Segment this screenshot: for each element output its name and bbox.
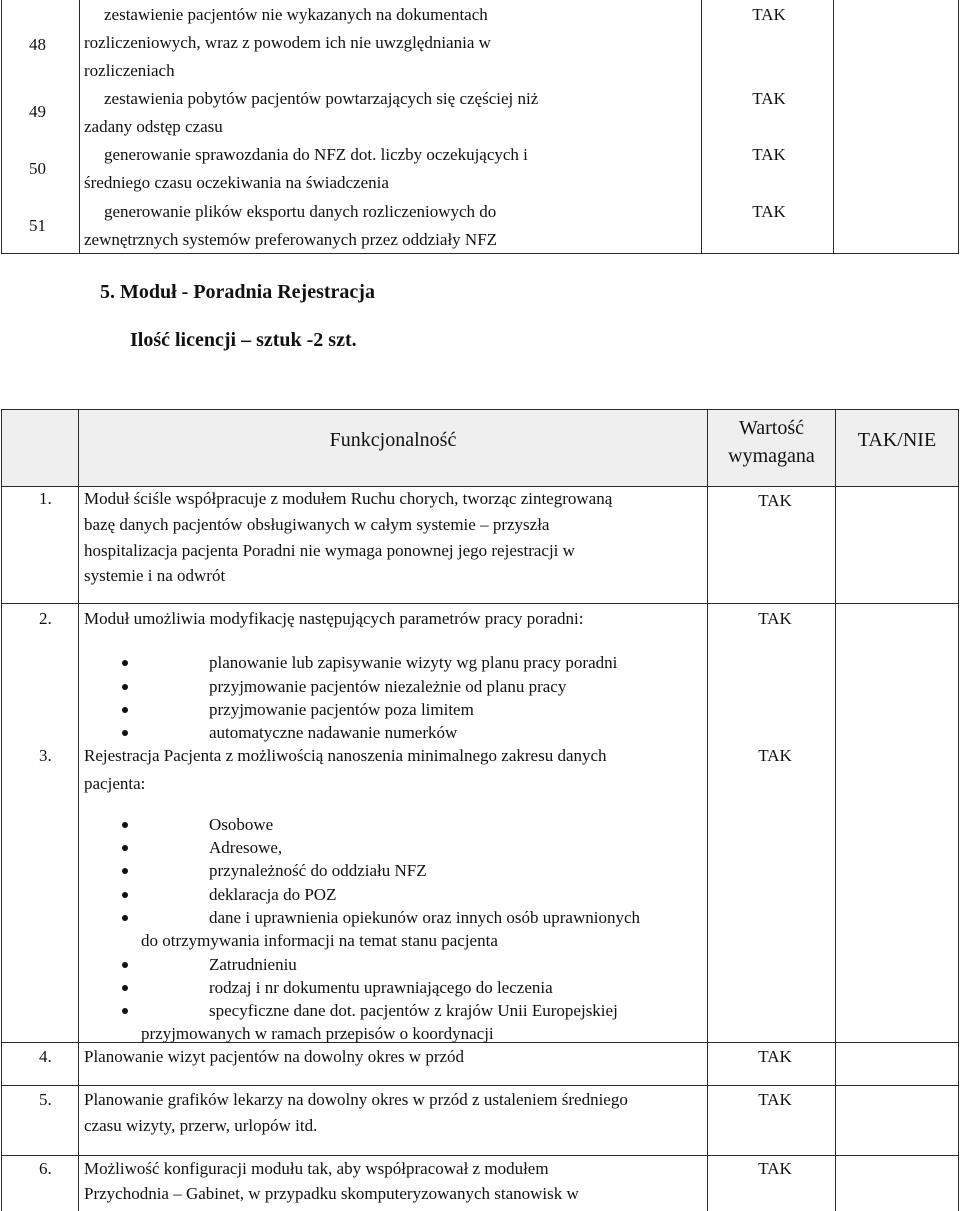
bullet-icon (122, 962, 128, 968)
row-value: TAK (752, 89, 786, 108)
row-text: Przychodnia – Gabinet, w przypadku skomputeryzowanych stanowisk w (84, 1184, 579, 1203)
row-text: Planowanie wizyt pacjentów na dowolny okres w przód (84, 1047, 465, 1066)
row-text: Moduł umożliwia modyfikację następujących parametrów pracy poradni: (84, 609, 584, 628)
row-text: średniego czasu oczekiwania na świadczenia (84, 173, 389, 192)
row-number: 50 (29, 159, 46, 178)
row-number: 4. (39, 1047, 52, 1066)
row-text: zestawienia pobytów pacjentów powtarzających się częściej niż (104, 89, 539, 108)
header-required-value: Wartość (738, 417, 805, 439)
row-text: Rejestracja Pacjenta z możliwością nanoszenia minimalnego zakresu danych (84, 746, 607, 765)
bullet-icon (122, 684, 128, 690)
bullet-icon (122, 985, 128, 991)
row-text: bazę danych pacjentów obsługiwanych w całym systemie – przyszła (84, 515, 550, 534)
row-number: 48 (29, 35, 46, 54)
list-item: automatyczne nadawanie numerków (209, 723, 458, 742)
bullet-icon (122, 660, 128, 666)
row-value: TAK (752, 145, 786, 164)
section-heading: 5. Moduł - Poradnia Rejestracja (100, 281, 375, 303)
bullet-icon (122, 845, 128, 851)
row-number: 2. (39, 609, 52, 628)
bullet-icon (122, 892, 128, 898)
row-number: 6. (39, 1159, 52, 1178)
row-text: Moduł ściśle współpracuje z modułem Ruchu chorych, tworząc zintegrowaną (84, 489, 613, 508)
list-item: Zatrudnieniu (209, 955, 297, 974)
list-item: deklaracja do POZ (209, 885, 337, 904)
list-item: dane i uprawnienia opiekunów oraz innych osób uprawnionych (209, 908, 641, 927)
header-required-value-2: wymagana (728, 445, 815, 467)
row-text: rozliczeniowych, wraz z powodem ich nie uwzględniania w (84, 33, 491, 52)
row-value: TAK (758, 1090, 792, 1109)
row-text: Planowanie grafików lekarzy na dowolny okres w przód z ustaleniem średniego (84, 1090, 628, 1109)
row-text: Możliwość konfiguracji modułu tak, aby współpracował z modułem (84, 1159, 549, 1178)
list-item: przynależność do oddziału NFZ (209, 861, 427, 880)
list-item-continuation: do otrzymywania informacji na temat stanu pacjenta (141, 931, 498, 950)
list-item: planowanie lub zapisywanie wizyty wg planu pracy poradni (209, 653, 618, 672)
bullet-icon (122, 915, 128, 921)
row-value: TAK (752, 202, 786, 221)
row-text: zadany odstęp czasu (84, 117, 223, 136)
list-item: Osobowe (209, 815, 274, 834)
bullet-icon (122, 730, 128, 736)
row-number: 3. (39, 746, 52, 765)
row-number: 1. (39, 489, 52, 508)
row-text: czasu wizyty, przerw, urlopów itd. (84, 1116, 318, 1135)
bullet-icon (122, 868, 128, 874)
bullet-icon (122, 707, 128, 713)
header-yes-no: TAK/NIE (857, 429, 937, 451)
row-text: generowanie plików eksportu danych rozliczeniowych do (104, 202, 497, 221)
list-item-continuation: przyjmowanych w ramach przepisów o koordynacji (141, 1024, 494, 1043)
row-text: systemie i na odwrót (84, 566, 226, 585)
bullet-icon (122, 1008, 128, 1014)
row-text: zewnętrznych systemów preferowanych przez oddziały NFZ (84, 230, 498, 249)
list-item: Adresowe, (209, 838, 283, 857)
row-value: TAK (758, 1159, 792, 1178)
row-value: TAK (758, 1047, 792, 1066)
list-item: rodzaj i nr dokumentu uprawniającego do leczenia (209, 978, 553, 997)
row-text: generowanie sprawozdania do NFZ dot. liczby oczekujących i (104, 145, 528, 164)
row-text: pacjenta: (84, 774, 146, 793)
list-item: przyjmowanie pacjentów niezależnie od planu pracy (209, 677, 567, 696)
license-count: Ilość licencji – sztuk -2 szt. (130, 329, 357, 351)
header-functionality: Funkcjonalność (329, 429, 457, 451)
row-text: rozliczeniach (84, 61, 175, 80)
list-item: przyjmowanie pacjentów poza limitem (209, 700, 474, 719)
row-value: TAK (758, 609, 792, 628)
row-number: 51 (29, 216, 46, 235)
row-number: 5. (39, 1090, 52, 1109)
row-value: TAK (752, 5, 786, 24)
row-value: TAK (758, 746, 792, 765)
row-number: 49 (29, 102, 46, 121)
row-text: zestawienie pacjentów nie wykazanych na dokumentach (104, 5, 488, 24)
bullet-icon (122, 822, 128, 828)
list-item: specyficzne dane dot. pacjentów z krajów Unii Europejskiej (209, 1001, 618, 1020)
row-text: hospitalizacja pacjenta Poradni nie wymaga ponownej jego rejestracji w (84, 541, 575, 560)
row-value: TAK (758, 491, 792, 510)
